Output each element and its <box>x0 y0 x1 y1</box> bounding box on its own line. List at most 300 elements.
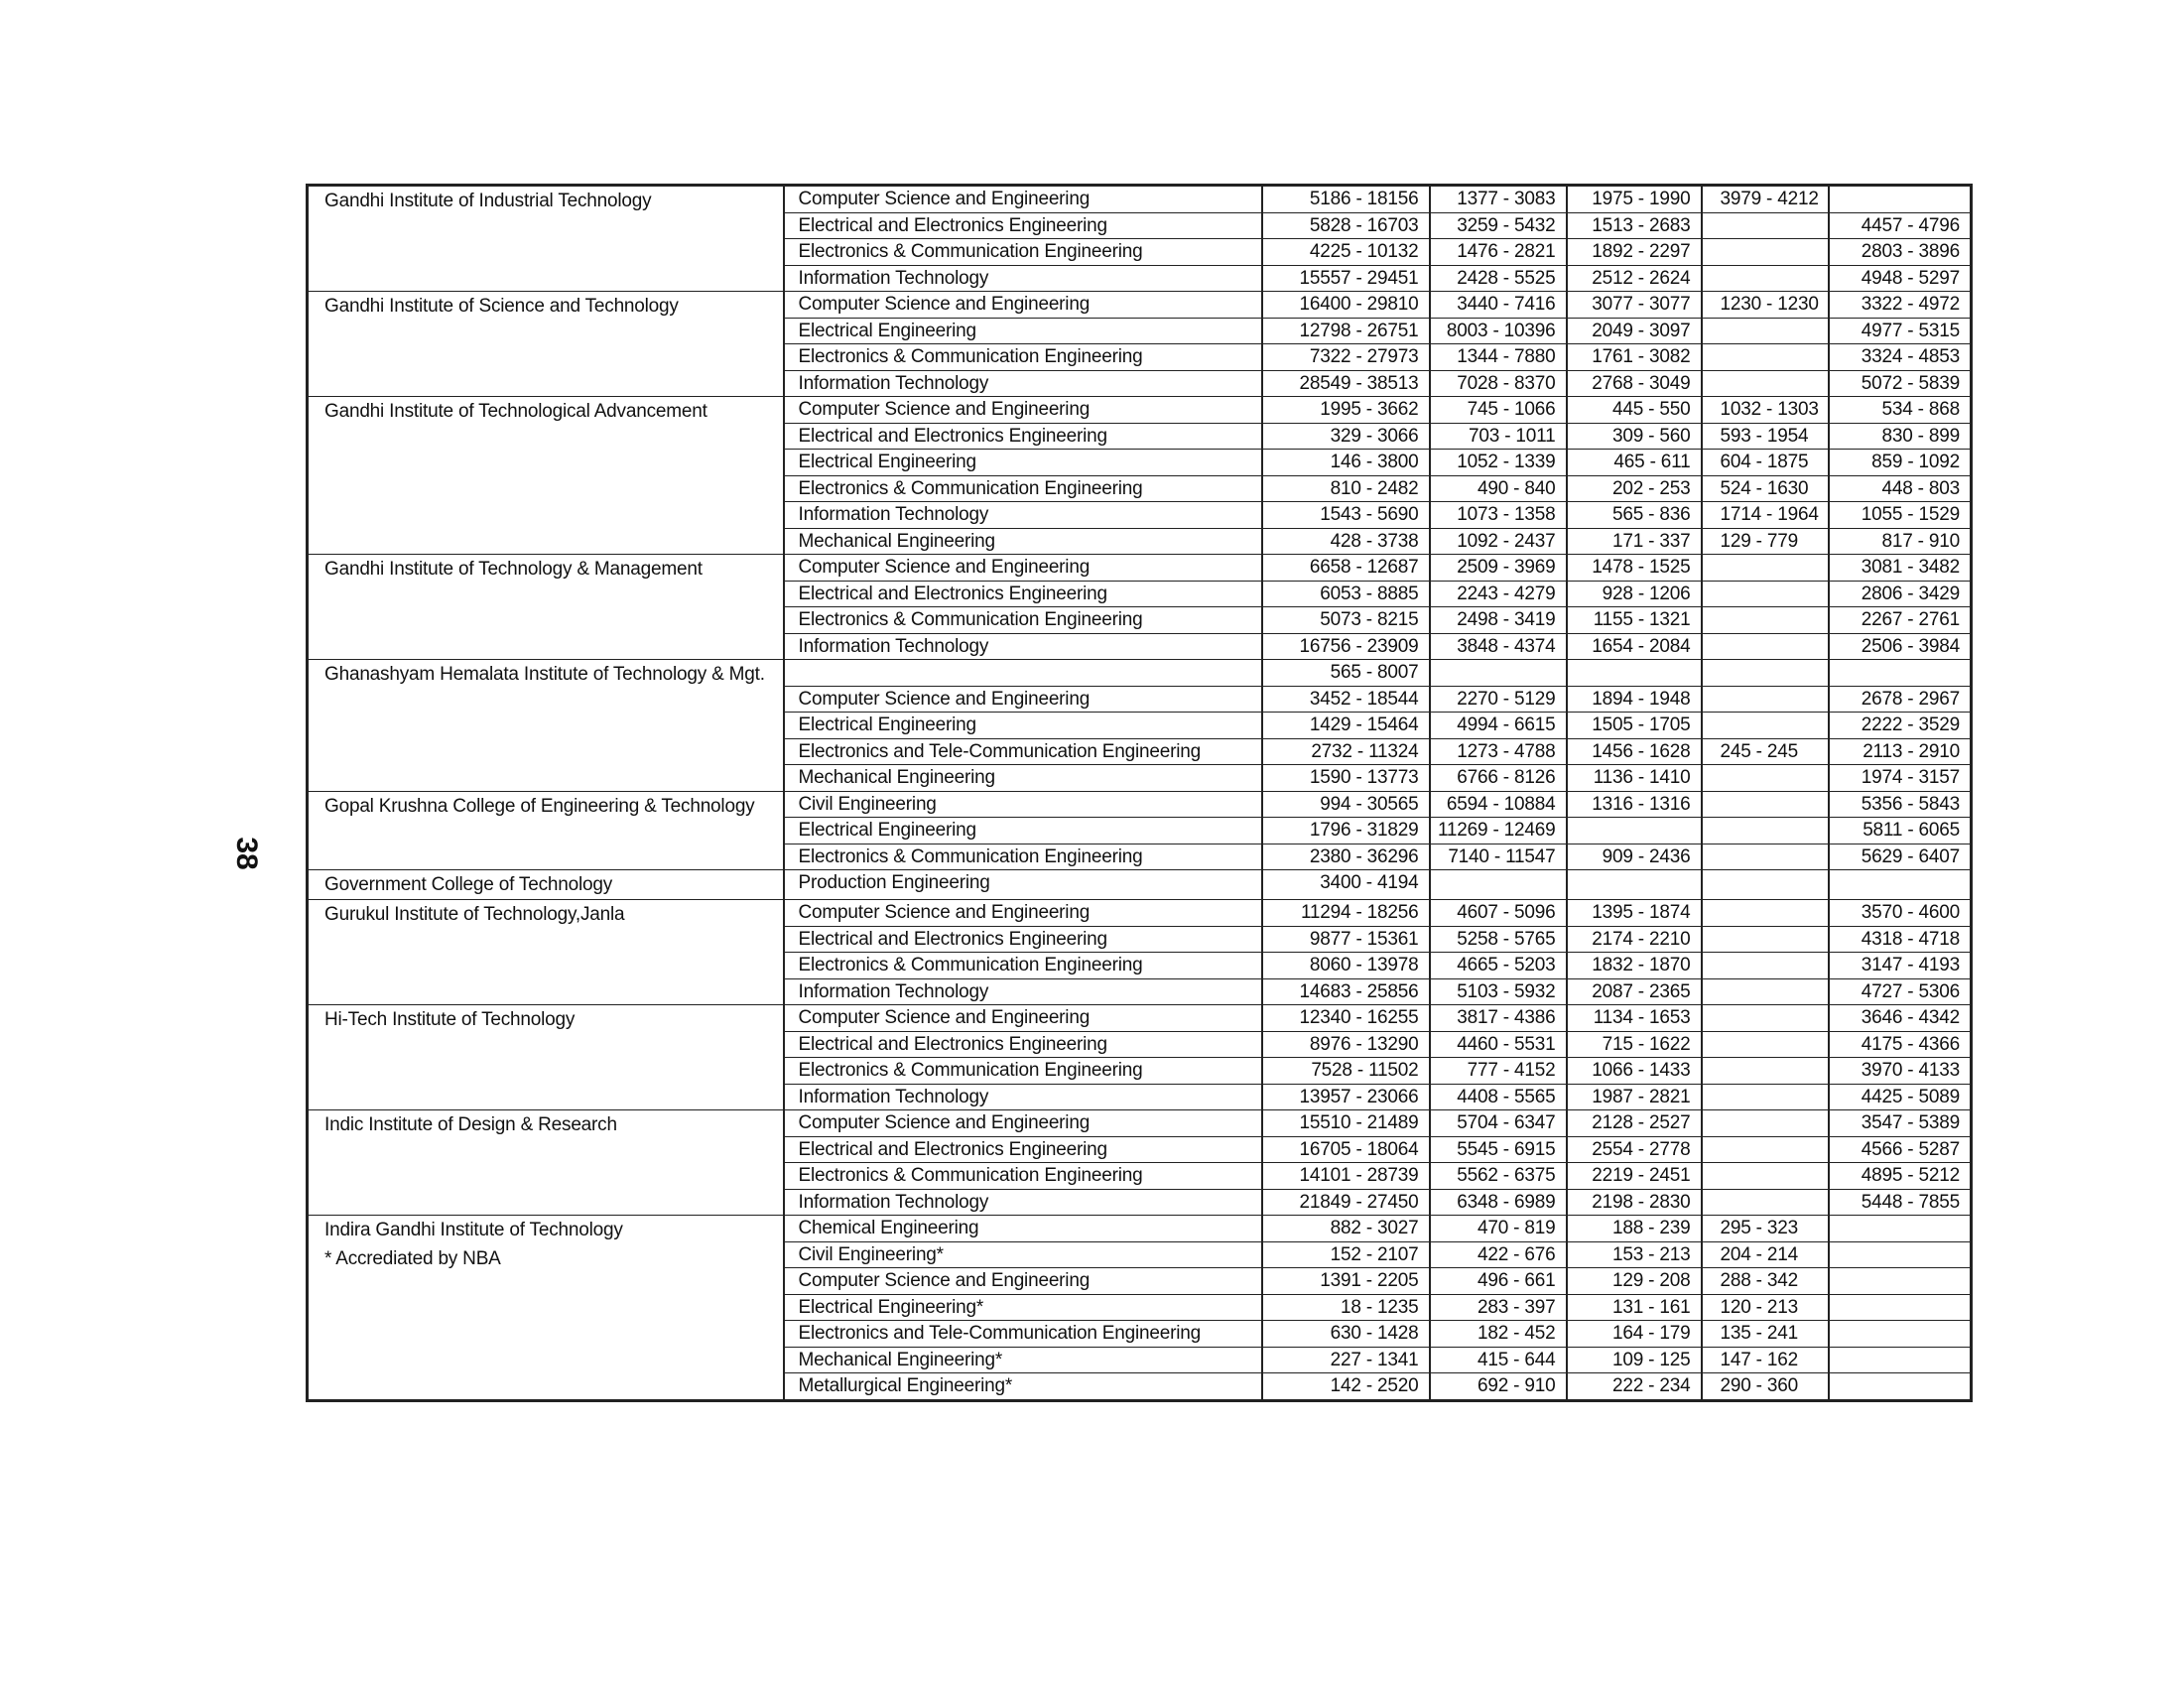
rank-range-cell: 290 - 360 <box>1702 1373 1829 1401</box>
rank-range-cell: 465 - 611 <box>1567 450 1702 476</box>
rank-range-cell: 4977 - 5315 <box>1829 318 1972 344</box>
rank-range-cell: 4895 - 5212 <box>1829 1163 1972 1190</box>
rank-range-cell <box>1702 926 1829 953</box>
rank-range-cell: 182 - 452 <box>1430 1321 1567 1348</box>
rank-range-cell: 1155 - 1321 <box>1567 607 1702 634</box>
rank-range-cell: 5356 - 5843 <box>1829 791 1972 818</box>
rank-range-cell: 6053 - 8885 <box>1262 581 1430 607</box>
rank-range-cell: 3147 - 4193 <box>1829 953 1972 979</box>
branch-cell: Mechanical Engineering* <box>784 1347 1262 1373</box>
rank-range-cell: 2267 - 2761 <box>1829 607 1972 634</box>
rank-range-cell: 1066 - 1433 <box>1567 1058 1702 1085</box>
rank-range-cell: 3324 - 4853 <box>1829 344 1972 371</box>
rank-range-cell: 1134 - 1653 <box>1567 1005 1702 1032</box>
institute-name: Gandhi Institute of Science and Technology <box>324 296 679 317</box>
institute-cell <box>308 791 784 870</box>
rank-range-cell: 604 - 1875 <box>1702 450 1829 476</box>
table-row <box>308 1110 1972 1137</box>
rank-range-cell: 188 - 239 <box>1567 1216 1702 1242</box>
rank-range-cell: 859 - 1092 <box>1829 450 1972 476</box>
rank-range-cell: 5186 - 18156 <box>1262 186 1430 213</box>
table-row <box>308 555 1972 582</box>
rank-range-cell: 593 - 1954 <box>1702 423 1829 450</box>
rank-range-cell: 9877 - 15361 <box>1262 926 1430 953</box>
rank-range-cell: 1543 - 5690 <box>1262 502 1430 529</box>
branch-cell: Mechanical Engineering <box>784 528 1262 555</box>
rank-range-cell: 3570 - 4600 <box>1829 900 1972 927</box>
rank-range-cell: 3547 - 5389 <box>1829 1110 1972 1137</box>
rank-range-cell: 4457 - 4796 <box>1829 212 1972 239</box>
rank-range-cell: 146 - 3800 <box>1262 450 1430 476</box>
rank-range-cell: 2512 - 2624 <box>1567 265 1702 292</box>
rank-range-cell: 1832 - 1870 <box>1567 953 1702 979</box>
table-row <box>308 397 1972 424</box>
rank-range-cell: 202 - 253 <box>1567 475 1702 502</box>
rank-range-cell: 4425 - 5089 <box>1829 1084 1972 1110</box>
rank-range-cell: 3848 - 4374 <box>1430 633 1567 660</box>
rank-range-cell: 5562 - 6375 <box>1430 1163 1567 1190</box>
rank-range-cell: 3646 - 4342 <box>1829 1005 1972 1032</box>
branch-cell: Electrical Engineering* <box>784 1294 1262 1321</box>
institute-cell <box>308 292 784 397</box>
branch-cell: Mechanical Engineering <box>784 765 1262 792</box>
rank-range-cell: 445 - 550 <box>1567 397 1702 424</box>
rank-range-cell: 28549 - 38513 <box>1262 370 1430 397</box>
rank-range-cell: 4175 - 4366 <box>1829 1031 1972 1058</box>
rank-range-cell: 1761 - 3082 <box>1567 344 1702 371</box>
rank-range-cell: 6594 - 10884 <box>1430 791 1567 818</box>
rank-range-cell: 147 - 162 <box>1702 1347 1829 1373</box>
rank-range-cell: 1136 - 1410 <box>1567 765 1702 792</box>
rank-range-cell: 2678 - 2967 <box>1829 686 1972 713</box>
rank-range-cell: 129 - 208 <box>1567 1268 1702 1295</box>
rank-range-cell <box>1702 265 1829 292</box>
rank-range-cell <box>1702 555 1829 582</box>
rank-range-cell <box>1430 660 1567 687</box>
rank-range-cell <box>1702 370 1829 397</box>
rank-range-cell: 1975 - 1990 <box>1567 186 1702 213</box>
rank-range-cell: 288 - 342 <box>1702 1268 1829 1295</box>
rank-range-cell: 715 - 1622 <box>1567 1031 1702 1058</box>
rank-range-cell: 630 - 1428 <box>1262 1321 1430 1348</box>
rank-range-cell: 4727 - 5306 <box>1829 978 1972 1005</box>
rank-range-cell: 428 - 3738 <box>1262 528 1430 555</box>
rank-range-cell: 3970 - 4133 <box>1829 1058 1972 1085</box>
branch-cell: Civil Engineering* <box>784 1241 1262 1268</box>
rank-range-cell <box>1702 1163 1829 1190</box>
rank-range-cell: 4665 - 5203 <box>1430 953 1567 979</box>
rank-range-cell <box>1702 1136 1829 1163</box>
institute-name: Ghanashyam Hemalata Institute of Technology & Mgt. <box>324 664 765 685</box>
rank-range-cell: 2803 - 3896 <box>1829 239 1972 266</box>
rank-range-cell: 2174 - 2210 <box>1567 926 1702 953</box>
rank-range-cell: 448 - 803 <box>1829 475 1972 502</box>
rank-range-cell: 1995 - 3662 <box>1262 397 1430 424</box>
rank-range-cell: 5258 - 5765 <box>1430 926 1567 953</box>
branch-cell: Electronics & Communication Engineering <box>784 1058 1262 1085</box>
rank-range-cell: 2113 - 2910 <box>1829 738 1972 765</box>
rank-range-cell: 8976 - 13290 <box>1262 1031 1430 1058</box>
rank-range-cell: 1505 - 1705 <box>1567 713 1702 739</box>
branch-cell: Computer Science and Engineering <box>784 555 1262 582</box>
rank-range-cell: 2198 - 2830 <box>1567 1189 1702 1216</box>
branch-cell: Metallurgical Engineering* <box>784 1373 1262 1401</box>
institute-cell <box>308 555 784 660</box>
rank-range-cell: 7028 - 8370 <box>1430 370 1567 397</box>
rank-range-cell: 2128 - 2527 <box>1567 1110 1702 1137</box>
rank-range-cell: 2219 - 2451 <box>1567 1163 1702 1190</box>
rank-range-cell: 524 - 1630 <box>1702 475 1829 502</box>
rank-range-cell <box>1702 1005 1829 1032</box>
rank-range-cell: 222 - 234 <box>1567 1373 1702 1401</box>
institute-name: Gandhi Institute of Technological Advancement <box>324 401 707 422</box>
rank-range-cell <box>1567 660 1702 687</box>
table-row <box>308 870 1972 900</box>
branch-cell: Information Technology <box>784 265 1262 292</box>
institute-cell <box>308 186 784 292</box>
rank-range-cell <box>1829 870 1972 900</box>
branch-cell: Electronics & Communication Engineering <box>784 344 1262 371</box>
rank-range-cell: 5629 - 6407 <box>1829 844 1972 870</box>
branch-cell: Information Technology <box>784 502 1262 529</box>
branch-cell: Chemical Engineering <box>784 1216 1262 1242</box>
rank-range-cell: 1055 - 1529 <box>1829 502 1972 529</box>
rank-range-cell: 16400 - 29810 <box>1262 292 1430 319</box>
rank-range-cell: 777 - 4152 <box>1430 1058 1567 1085</box>
rank-range-cell: 3817 - 4386 <box>1430 1005 1567 1032</box>
table-row <box>308 660 1972 687</box>
rank-range-cell <box>1829 660 1972 687</box>
rank-range-cell: 245 - 245 <box>1702 738 1829 765</box>
rank-range-cell: 2380 - 36296 <box>1262 844 1430 870</box>
rank-range-cell <box>1702 818 1829 844</box>
table-row <box>308 186 1972 213</box>
rank-range-cell: 1391 - 2205 <box>1262 1268 1430 1295</box>
rank-range-cell <box>1702 791 1829 818</box>
rank-range-cell: 3259 - 5432 <box>1430 212 1567 239</box>
rank-range-cell: 2768 - 3049 <box>1567 370 1702 397</box>
rank-range-cell: 2270 - 5129 <box>1430 686 1567 713</box>
rank-range-cell: 12798 - 26751 <box>1262 318 1430 344</box>
rank-range-cell: 1987 - 2821 <box>1567 1084 1702 1110</box>
rank-range-cell: 12340 - 16255 <box>1262 1005 1430 1032</box>
rank-range-cell: 5103 - 5932 <box>1430 978 1567 1005</box>
branch-cell: Electrical and Electronics Engineering <box>784 212 1262 239</box>
institute-cell <box>308 870 784 900</box>
rank-range-cell: 309 - 560 <box>1567 423 1702 450</box>
rank-range-cell <box>1829 1268 1972 1295</box>
rank-range-cell: 928 - 1206 <box>1567 581 1702 607</box>
rank-range-cell <box>1567 870 1702 900</box>
rank-range-cell: 18 - 1235 <box>1262 1294 1430 1321</box>
rank-range-cell: 3979 - 4212 <box>1702 186 1829 213</box>
institute-note: * Accrediated by NBA <box>324 1248 501 1269</box>
rank-range-cell: 3452 - 18544 <box>1262 686 1430 713</box>
rank-range-cell: 2498 - 3419 <box>1430 607 1567 634</box>
page-number: 38 <box>230 837 263 870</box>
rank-range-cell <box>1829 186 1972 213</box>
rank-range-cell: 16756 - 23909 <box>1262 633 1430 660</box>
rank-range-cell: 2428 - 5525 <box>1430 265 1567 292</box>
rank-range-cell <box>1702 978 1829 1005</box>
rank-range-cell: 1230 - 1230 <box>1702 292 1829 319</box>
rank-range-cell: 14101 - 28739 <box>1262 1163 1430 1190</box>
institute-cell <box>308 1110 784 1216</box>
rank-range-cell <box>1702 1110 1829 1137</box>
rank-range-cell: 7528 - 11502 <box>1262 1058 1430 1085</box>
branch-cell: Computer Science and Engineering <box>784 1268 1262 1295</box>
rank-range-cell: 329 - 3066 <box>1262 423 1430 450</box>
rank-range-cell <box>1702 318 1829 344</box>
rank-range-cell: 8060 - 13978 <box>1262 953 1430 979</box>
rank-range-cell: 4408 - 5565 <box>1430 1084 1567 1110</box>
rank-range-cell: 5811 - 6065 <box>1829 818 1972 844</box>
branch-cell: Information Technology <box>784 633 1262 660</box>
branch-cell: Electrical and Electronics Engineering <box>784 926 1262 953</box>
rank-range-cell: 1073 - 1358 <box>1430 502 1567 529</box>
rank-range-cell <box>1702 713 1829 739</box>
rank-range-cell <box>1702 633 1829 660</box>
rank-range-cell <box>1702 1031 1829 1058</box>
rank-range-cell: 692 - 910 <box>1430 1373 1567 1401</box>
rank-range-cell: 882 - 3027 <box>1262 1216 1430 1242</box>
institute-cell <box>308 900 784 1005</box>
table-row <box>308 292 1972 319</box>
rank-range-cell: 2087 - 2365 <box>1567 978 1702 1005</box>
cutoff-rank-table <box>306 184 1973 1402</box>
rank-range-cell: 1974 - 3157 <box>1829 765 1972 792</box>
rank-range-cell: 1316 - 1316 <box>1567 791 1702 818</box>
rank-range-cell: 830 - 899 <box>1829 423 1972 450</box>
rank-range-cell: 909 - 2436 <box>1567 844 1702 870</box>
rank-range-cell: 3322 - 4972 <box>1829 292 1972 319</box>
rank-range-cell <box>1702 581 1829 607</box>
branch-cell: Information Technology <box>784 1189 1262 1216</box>
rank-range-cell: 422 - 676 <box>1430 1241 1567 1268</box>
rank-range-cell: 1092 - 2437 <box>1430 528 1567 555</box>
rank-range-cell: 1590 - 13773 <box>1262 765 1430 792</box>
branch-cell: Computer Science and Engineering <box>784 292 1262 319</box>
rank-range-cell: 1395 - 1874 <box>1567 900 1702 927</box>
rank-range-cell <box>1702 660 1829 687</box>
rank-range-cell: 1456 - 1628 <box>1567 738 1702 765</box>
rank-range-cell <box>1702 1058 1829 1085</box>
institute-name: Indic Institute of Design & Research <box>324 1114 617 1135</box>
rank-range-cell: 131 - 161 <box>1567 1294 1702 1321</box>
rank-range-cell: 7322 - 27973 <box>1262 344 1430 371</box>
rank-range-cell: 283 - 397 <box>1430 1294 1567 1321</box>
rank-range-cell: 14683 - 25856 <box>1262 978 1430 1005</box>
branch-cell: Electrical and Electronics Engineering <box>784 1031 1262 1058</box>
branch-cell: Computer Science and Engineering <box>784 1005 1262 1032</box>
rank-range-cell <box>1829 1373 1972 1401</box>
rank-range-cell <box>1567 818 1702 844</box>
table-row <box>308 900 1972 927</box>
rank-range-cell: 565 - 836 <box>1567 502 1702 529</box>
rank-range-cell: 4994 - 6615 <box>1430 713 1567 739</box>
rank-range-cell: 1892 - 2297 <box>1567 239 1702 266</box>
rank-range-cell <box>1702 900 1829 927</box>
rank-range-cell: 6658 - 12687 <box>1262 555 1430 582</box>
rank-range-cell: 120 - 213 <box>1702 1294 1829 1321</box>
rank-range-cell <box>1702 686 1829 713</box>
rank-range-cell: 153 - 213 <box>1567 1241 1702 1268</box>
rank-range-cell: 1429 - 15464 <box>1262 713 1430 739</box>
branch-cell: Electronics & Communication Engineering <box>784 607 1262 634</box>
institute-name: Government College of Technology <box>324 874 613 895</box>
rank-range-cell: 3400 - 4194 <box>1262 870 1430 900</box>
rank-range-cell: 745 - 1066 <box>1430 397 1567 424</box>
rank-range-cell: 109 - 125 <box>1567 1347 1702 1373</box>
rank-range-cell: 15510 - 21489 <box>1262 1110 1430 1137</box>
rank-range-cell: 129 - 779 <box>1702 528 1829 555</box>
rank-range-cell <box>1702 344 1829 371</box>
rank-range-cell <box>1829 1321 1972 1348</box>
rank-range-cell: 1478 - 1525 <box>1567 555 1702 582</box>
rank-range-cell: 1894 - 1948 <box>1567 686 1702 713</box>
branch-cell: Computer Science and Engineering <box>784 397 1262 424</box>
branch-cell: Civil Engineering <box>784 791 1262 818</box>
rank-range-cell: 2506 - 3984 <box>1829 633 1972 660</box>
branch-cell: Electronics & Communication Engineering <box>784 953 1262 979</box>
branch-cell: Electrical and Electronics Engineering <box>784 581 1262 607</box>
rank-range-cell: 4460 - 5531 <box>1430 1031 1567 1058</box>
institute-name: Gandhi Institute of Technology & Management <box>324 559 703 580</box>
rank-range-cell <box>1702 844 1829 870</box>
rank-range-cell <box>1829 1241 1972 1268</box>
rank-range-cell: 1377 - 3083 <box>1430 186 1567 213</box>
rank-range-cell: 4566 - 5287 <box>1829 1136 1972 1163</box>
rank-range-cell: 703 - 1011 <box>1430 423 1567 450</box>
rank-range-cell: 5073 - 8215 <box>1262 607 1430 634</box>
rank-range-cell: 565 - 8007 <box>1262 660 1430 687</box>
branch-cell: Electrical and Electronics Engineering <box>784 423 1262 450</box>
branch-cell <box>784 660 1262 687</box>
rank-range-cell: 994 - 30565 <box>1262 791 1430 818</box>
rank-range-cell <box>1829 1347 1972 1373</box>
rank-range-cell <box>1829 1216 1972 1242</box>
rank-range-cell <box>1829 1294 1972 1321</box>
rank-range-cell: 6348 - 6989 <box>1430 1189 1567 1216</box>
rank-range-cell: 171 - 337 <box>1567 528 1702 555</box>
branch-cell: Information Technology <box>784 370 1262 397</box>
rank-range-cell <box>1702 1189 1829 1216</box>
rank-range-cell <box>1702 870 1829 900</box>
branch-cell: Computer Science and Engineering <box>784 686 1262 713</box>
rank-range-cell: 3077 - 3077 <box>1567 292 1702 319</box>
rank-range-cell: 21849 - 27450 <box>1262 1189 1430 1216</box>
rank-range-cell <box>1702 607 1829 634</box>
rank-range-cell: 1513 - 2683 <box>1567 212 1702 239</box>
rank-range-cell: 5072 - 5839 <box>1829 370 1972 397</box>
rank-range-cell: 2554 - 2778 <box>1567 1136 1702 1163</box>
rank-range-cell: 496 - 661 <box>1430 1268 1567 1295</box>
rank-range-cell: 5704 - 6347 <box>1430 1110 1567 1137</box>
institute-cell <box>308 1005 784 1110</box>
rank-range-cell: 164 - 179 <box>1567 1321 1702 1348</box>
branch-cell: Production Engineering <box>784 870 1262 900</box>
rank-range-cell <box>1702 1084 1829 1110</box>
table-body <box>308 186 1972 1401</box>
rank-range-cell <box>1702 239 1829 266</box>
institute-cell <box>308 660 784 792</box>
rank-range-cell: 3440 - 7416 <box>1430 292 1567 319</box>
rank-range-cell: 1344 - 7880 <box>1430 344 1567 371</box>
rank-range-cell: 415 - 644 <box>1430 1347 1567 1373</box>
institute-name: Gopal Krushna College of Engineering & Technology <box>324 795 755 817</box>
rank-range-cell <box>1430 870 1567 900</box>
rank-range-cell: 4948 - 5297 <box>1829 265 1972 292</box>
rank-range-cell: 295 - 323 <box>1702 1216 1829 1242</box>
branch-cell: Electrical Engineering <box>784 318 1262 344</box>
rank-range-cell: 2732 - 11324 <box>1262 738 1430 765</box>
rank-range-cell: 142 - 2520 <box>1262 1373 1430 1401</box>
rank-range-cell: 2222 - 3529 <box>1829 713 1972 739</box>
institute-cell <box>308 1216 784 1401</box>
branch-cell: Electronics & Communication Engineering <box>784 1163 1262 1190</box>
rank-range-cell: 15557 - 29451 <box>1262 265 1430 292</box>
rank-range-cell: 1052 - 1339 <box>1430 450 1567 476</box>
rank-range-cell: 1273 - 4788 <box>1430 738 1567 765</box>
rank-range-cell: 5545 - 6915 <box>1430 1136 1567 1163</box>
branch-cell: Electronics and Tele-Communication Engineering <box>784 738 1262 765</box>
branch-cell: Electronics & Communication Engineering <box>784 239 1262 266</box>
rank-range-cell: 7140 - 11547 <box>1430 844 1567 870</box>
rank-range-cell: 11269 - 12469 <box>1430 818 1567 844</box>
rank-range-cell: 2806 - 3429 <box>1829 581 1972 607</box>
rank-range-cell: 4225 - 10132 <box>1262 239 1430 266</box>
rank-range-cell: 1476 - 2821 <box>1430 239 1567 266</box>
rank-range-cell: 3081 - 3482 <box>1829 555 1972 582</box>
rank-range-cell: 13957 - 23066 <box>1262 1084 1430 1110</box>
branch-cell: Information Technology <box>784 978 1262 1005</box>
institute-name: Gandhi Institute of Industrial Technology <box>324 191 652 211</box>
rank-range-cell <box>1702 953 1829 979</box>
rank-range-cell: 152 - 2107 <box>1262 1241 1430 1268</box>
rank-range-cell: 534 - 868 <box>1829 397 1972 424</box>
rank-range-cell: 5448 - 7855 <box>1829 1189 1972 1216</box>
branch-cell: Electrical and Electronics Engineering <box>784 1136 1262 1163</box>
rank-range-cell: 8003 - 10396 <box>1430 318 1567 344</box>
rank-range-cell <box>1702 765 1829 792</box>
rank-range-cell: 1654 - 2084 <box>1567 633 1702 660</box>
rank-range-cell: 16705 - 18064 <box>1262 1136 1430 1163</box>
rank-range-cell: 1714 - 1964 <box>1702 502 1829 529</box>
branch-cell: Electronics & Communication Engineering <box>784 475 1262 502</box>
rank-range-cell: 490 - 840 <box>1430 475 1567 502</box>
branch-cell: Computer Science and Engineering <box>784 186 1262 213</box>
branch-cell: Computer Science and Engineering <box>784 900 1262 927</box>
rank-range-cell: 1796 - 31829 <box>1262 818 1430 844</box>
institute-cell <box>308 397 784 555</box>
institute-name: Indira Gandhi Institute of Technology <box>324 1220 623 1240</box>
rank-range-cell: 4318 - 4718 <box>1829 926 1972 953</box>
branch-cell: Electrical Engineering <box>784 818 1262 844</box>
rank-range-cell: 810 - 2482 <box>1262 475 1430 502</box>
rank-range-cell: 204 - 214 <box>1702 1241 1829 1268</box>
table-row <box>308 791 1972 818</box>
branch-cell: Electrical Engineering <box>784 713 1262 739</box>
table-row <box>308 1005 1972 1032</box>
rank-range-cell: 5828 - 16703 <box>1262 212 1430 239</box>
rank-range-cell: 2509 - 3969 <box>1430 555 1567 582</box>
branch-cell: Electrical Engineering <box>784 450 1262 476</box>
institute-name: Gurukul Institute of Technology,Janla <box>324 904 625 925</box>
rank-range-cell: 2049 - 3097 <box>1567 318 1702 344</box>
rank-range-cell: 6766 - 8126 <box>1430 765 1567 792</box>
branch-cell: Electronics and Tele-Communication Engineering <box>784 1321 1262 1348</box>
rank-range-cell: 1032 - 1303 <box>1702 397 1829 424</box>
